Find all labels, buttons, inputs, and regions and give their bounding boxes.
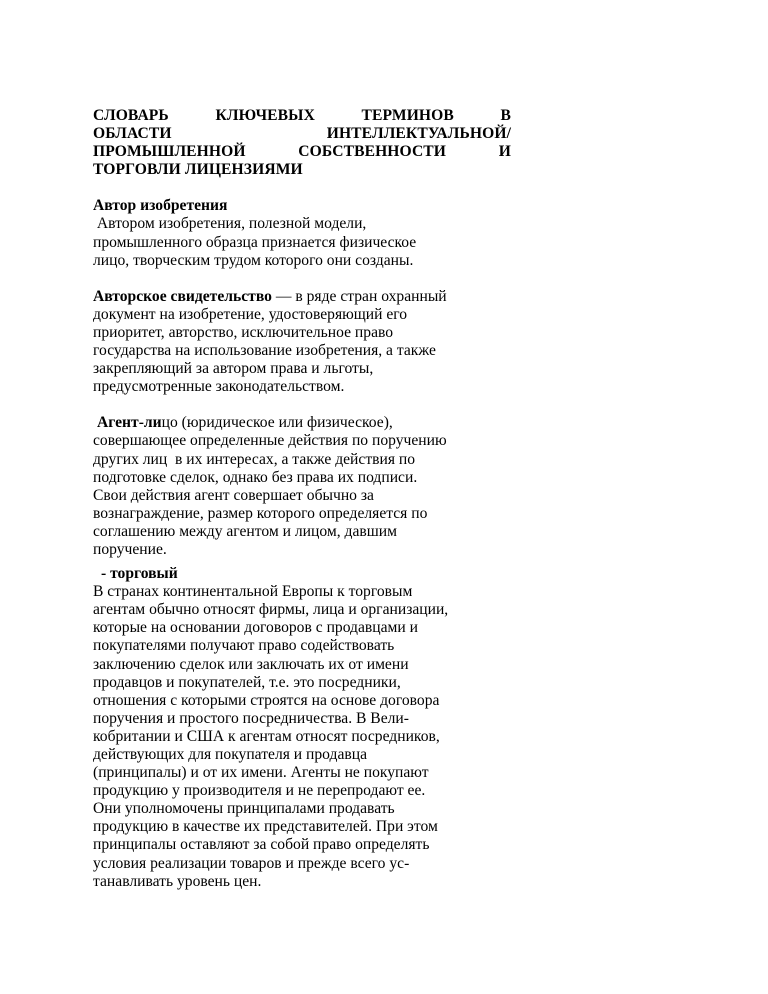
definition-line: отношения с которыми строятся на основе договора bbox=[93, 691, 440, 709]
entry-trade-agent bbox=[93, 565, 511, 891]
definition-line: совершающее определенные действия по поручению bbox=[93, 432, 447, 450]
definition-line: покупателями получают право содействовать bbox=[93, 637, 395, 655]
definition-line: продукцию у производителя и не перепродают ее. bbox=[93, 782, 426, 800]
definition-line: кобритании и США к агентам относят посредников, bbox=[93, 727, 440, 745]
definition-line: Автором изобретения, полезной модели, bbox=[93, 215, 367, 233]
definition-line: которые на основании договоров с продавцами и bbox=[93, 619, 418, 637]
definition-line: принципалы оставляют за собой право определять bbox=[93, 836, 430, 854]
definition-line: Свои действия агент совершает обычно за bbox=[93, 486, 374, 504]
definition-text: — в ряде стран охранный bbox=[271, 287, 447, 305]
definition-line: поручения и простого посредничества. В Вели- bbox=[93, 709, 409, 727]
term-heading: - торговый bbox=[101, 565, 178, 583]
definition-line: вознаграждение, размер которого определяется по bbox=[93, 504, 428, 522]
document-page bbox=[93, 107, 511, 891]
definition-line: других лиц в их интересах, а также действия по bbox=[93, 450, 416, 468]
definition-line: государства на использование изобретения, а также bbox=[93, 342, 436, 360]
spacer bbox=[93, 270, 511, 288]
definition-line: лицо, творческим трудом которого они созданы. bbox=[93, 251, 414, 269]
definition-line: закрепляющий за автором права и льготы, bbox=[93, 360, 374, 378]
definition-line: продавцов и покупателей, т.е. это посредники, bbox=[93, 673, 401, 691]
title-line: СЛОВАРЬ КЛЮЧЕВЫХ ТЕРМИНОВ В bbox=[93, 107, 511, 124]
definition-line: приоритет, авторство, исключительное право bbox=[93, 323, 394, 341]
spacer bbox=[93, 396, 511, 414]
definition-first-line bbox=[93, 288, 511, 306]
definition-text: цо (юридическое или физическое), bbox=[161, 414, 393, 432]
title-line: ТОРГОВЛИ ЛИЦЕНЗИЯМИ bbox=[93, 161, 303, 179]
title-line: ОБЛАСТИ ИНТЕЛЛЕКТУАЛЬНОЙ/ bbox=[93, 125, 511, 143]
definition-first-line bbox=[93, 414, 511, 432]
definition-line: условия реализации товаров и прежде всего ус- bbox=[93, 854, 410, 872]
definition-line: подготовке сделок, однако без права их подписи. bbox=[93, 468, 418, 486]
term-heading: Агент-ли bbox=[97, 414, 162, 432]
term-heading: Авторское свидетельство bbox=[93, 287, 272, 305]
definition-line: танавливать уровень цен. bbox=[93, 872, 262, 890]
definition-line: промышленного образца признается физическое bbox=[93, 233, 417, 251]
definition-line: действующих для покупателя и продавца bbox=[93, 746, 368, 763]
term-heading: Автор изобретения bbox=[93, 197, 228, 215]
document-title bbox=[93, 107, 511, 179]
definition-line: (принципалы) и от их имени. Агенты не покупают bbox=[93, 764, 429, 782]
definition-line: поручение. bbox=[93, 540, 167, 558]
definition-line: агентам обычно относят фирмы, лица и организации, bbox=[93, 601, 449, 619]
entry-agent bbox=[93, 414, 511, 559]
title-line: ПРОМЫШЛЕННОЙ СОБСТВЕННОСТИ И bbox=[93, 143, 511, 161]
definition-line: документ на изобретение, удостоверяющий его bbox=[93, 305, 408, 323]
definition-line: предусмотренные законодательством. bbox=[93, 378, 345, 396]
definition-line: соглашению между агентом и лицом, давшим bbox=[93, 522, 397, 540]
entry-author bbox=[93, 197, 511, 269]
definition-line: В странах континентальной Европы к торговым bbox=[93, 583, 413, 601]
definition-line: заключению сделок или заключать их от имени bbox=[93, 655, 409, 673]
definition-line: Они уполномочены принципалами продавать bbox=[93, 800, 395, 818]
definition-line: продукцию в качестве их представителей. При этом bbox=[93, 818, 438, 836]
entry-certificate bbox=[93, 288, 511, 397]
